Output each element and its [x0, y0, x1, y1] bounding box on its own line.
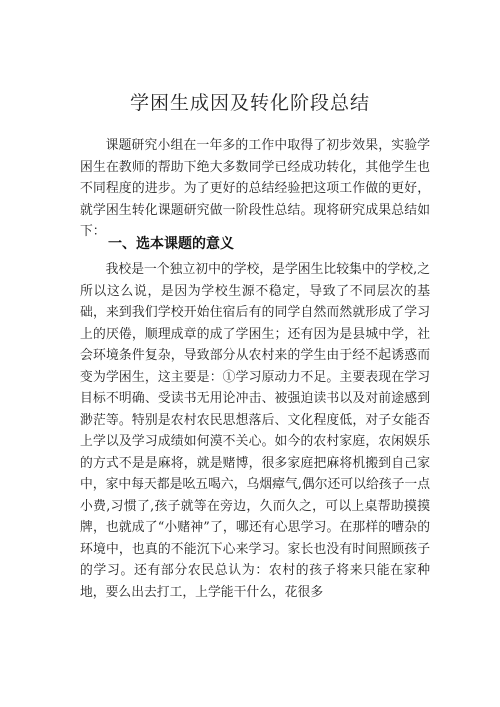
intro-paragraph: 课题研究小组在一年多的工作中取得了初步效果，实验学困生在教师的帮助下绝大多数同学已经成功转化，其他学生也不同程度的进步。为了更好的总结经验把这项工作做的更好，就学困生转化课题研究做一阶段性总结。现将研究成果总结如下：	[80, 138, 430, 239]
section-heading: 一、选本课题的意义	[108, 236, 234, 252]
section-paragraph: 我校是一个独立初中的学校，是学困生比较集中的学校,之所以这么说，是因为学校生源不稳定，导致了不同层次的基础，来到我们学校开始住宿后有的同学自然而然就形成了学习上的厌倦，顺理成章的成了学困生；还有因为是县城中学，社会环境条件复杂，导致部分从农村来的学生由于经不起诱惑而变为学困生，这主要是：①学习原动力不足。主要表现在学习目标不明确、受读书无用论冲击、被强迫读书以及对前途感到渺茫等。特别是农村农民思想落后、文化程度低，对子女能否上学以及学习成绩如何漠不关心。如今的农村家庭，农闲娱乐的方式不是是麻将，就是赌博，很多家庭把麻将机搬到自己家中，家中每天都是吆五喝六，乌烟瘴气,偶尔还可以给孩子一点小费,习惯了,孩子就等在旁边，久而久之，可以上桌帮助摸摸牌，也就成了“小赌神”了，哪还有心思学习。在那样的嘈杂的环境中，也真的不能沉下心来学习。家长也没有时间照顾孩子的学习。还有部分农民总认为：农村的孩子将来只能在家种地，要么出去打工，上学能干什么，花很多	[80, 262, 430, 600]
document-title: 学困生成因及转化阶段总结	[129, 92, 370, 114]
